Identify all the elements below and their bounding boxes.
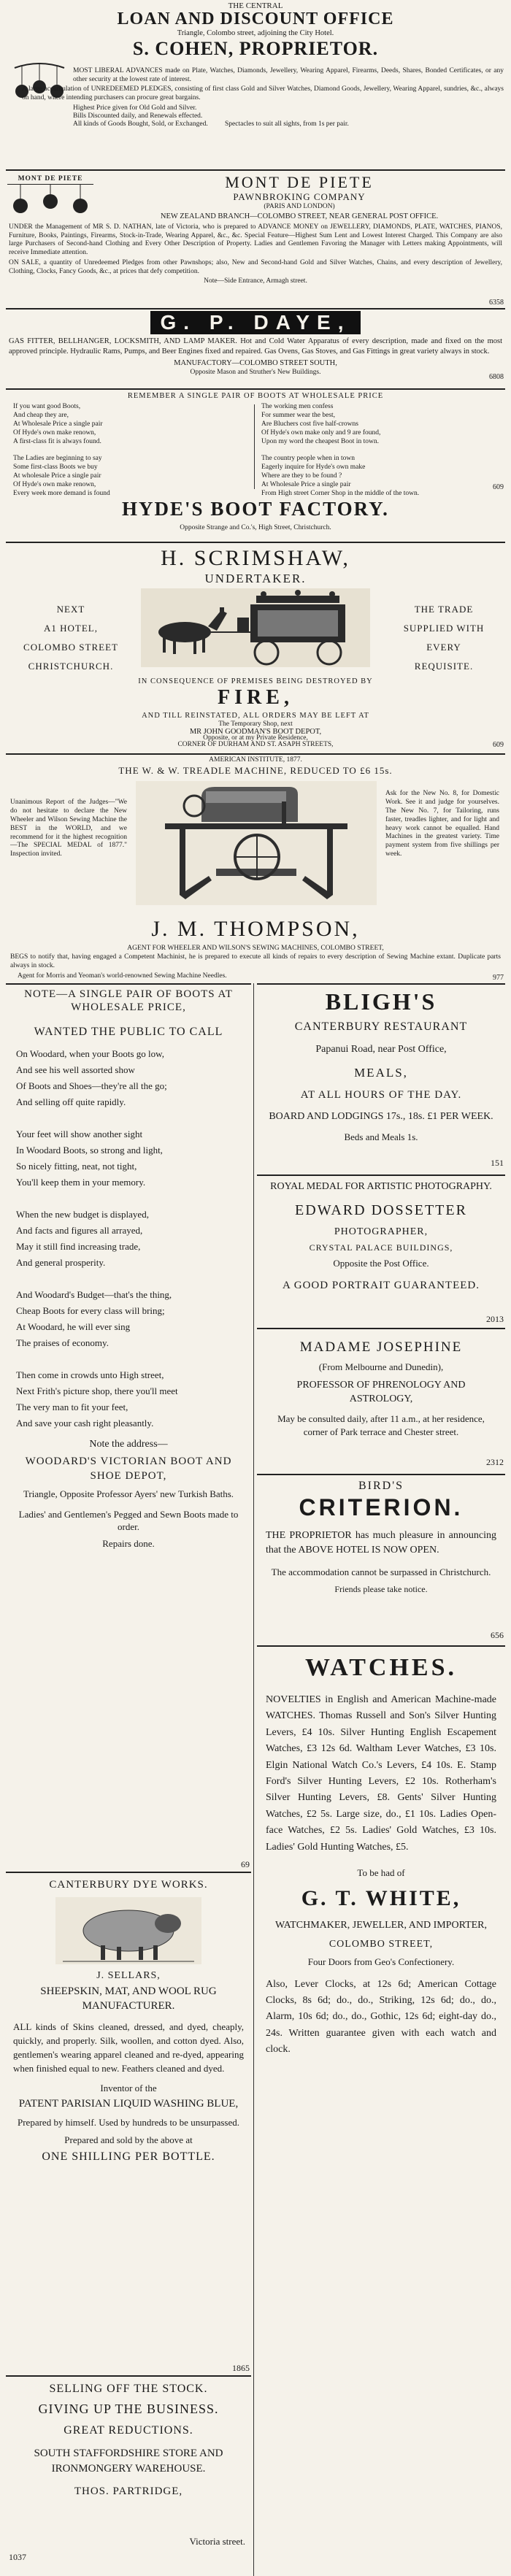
cohen-kicker: THE CENTRAL xyxy=(228,1,283,10)
mont-de-piete-sale: ON SALE, a quantity of Unredeemed Pledges from other Pawnshops; also, New and Second-hand Gold and Silver Watches, Chains, and every description of Jewellery, Clothing, Clocks, Fancy Goods, &c., at prices that defy competition. xyxy=(9,259,502,276)
hyde-verse-line: For summer wear the best, xyxy=(261,411,336,419)
hyde-right-verse xyxy=(261,403,480,499)
scrimshaw-right-line: REQUISITE. xyxy=(414,661,474,672)
criterion-title1: BIRD'S xyxy=(358,1480,404,1492)
bligh-num: 151 xyxy=(491,1158,504,1168)
woodward-verse-line: And save your cash right pleasantly. xyxy=(16,1418,154,1429)
woodward-verse-line: And facts and figures all arrayed, xyxy=(16,1225,143,1236)
bligh-meals: MEALS, xyxy=(354,1066,408,1080)
white-near: Four Doors from Geo's Confectionery. xyxy=(307,1956,455,1967)
woodward-verse-line: So nicely fitting, neat, not tight, xyxy=(16,1161,137,1172)
partridge-line1: SELLING OFF THE STOCK. xyxy=(49,2383,208,2395)
sellars-name: J. SELLARS, xyxy=(96,1970,161,1981)
dossetter-slogan: A GOOD PORTRAIT GUARANTEED. xyxy=(283,1280,480,1292)
hyde-head: REMEMBER A SINGLE PAIR OF BOOTS AT WHOLESALE PRICE xyxy=(127,392,384,400)
bligh-addr: Papanui Road, near Post Office, xyxy=(315,1044,447,1056)
mont-de-piete-sign-text: MONT DE PIETE xyxy=(7,175,93,185)
daye-num: 6808 xyxy=(489,373,504,381)
cohen-p3: Highest Price given for Old Gold and Silver. xyxy=(73,104,197,112)
sellars-head: CANTERBURY DYE WORKS. xyxy=(49,1879,208,1891)
hyde-verse-line xyxy=(261,446,480,455)
criterion-body: THE PROPRIETOR has much pleasure in announcing that the ABOVE HOTEL IS NOW OPEN. xyxy=(266,1530,496,1556)
partridge-name: THOS. PARTRIDGE, xyxy=(74,2485,183,2497)
woodward-verse-line xyxy=(16,1191,244,1207)
hyde-verse-line: And cheap they are, xyxy=(13,411,69,419)
josephine-name: MADAME JOSEPHINE xyxy=(299,1339,463,1355)
josephine-num: 2312 xyxy=(486,1457,504,1467)
josephine-prof: PROFESSOR OF PHRENOLOGY AND ASTROLOGY, xyxy=(296,1380,466,1404)
woodward-verse-line: May it still find increasing trade, xyxy=(16,1241,141,1252)
woodward-note: Note the address— xyxy=(89,1439,168,1450)
scrimshaw-line2: AND TILL REINSTATED, ALL ORDERS MAY BE LEFT AT xyxy=(142,712,369,720)
scrimshaw-sub: UNDERTAKER. xyxy=(204,571,307,585)
scrimshaw-left-line: COLOMBO STREET xyxy=(23,642,118,653)
thompson-head1: AMERICAN INSTITUTE, 1877. xyxy=(209,756,302,764)
scrimshaw-left-line: A1 HOTEL, xyxy=(44,623,98,634)
partridge-line4: SOUTH STAFFORDSHIRE STORE AND IRONMONGERY WAREHOUSE. xyxy=(34,2448,223,2475)
woodward-repairs: Repairs done. xyxy=(102,1537,155,1549)
right-column xyxy=(257,983,505,2576)
hyde-verse-line: At Wholesale Price a single pair xyxy=(13,420,103,428)
dossetter-medal: ROYAL MEDAL FOR ARTISTIC PHOTOGRAPHY. xyxy=(270,1181,492,1192)
left-column xyxy=(6,983,251,2576)
woodward-verse-line: Cheap Boots for every class will bring; xyxy=(16,1305,165,1316)
white-ad xyxy=(257,1645,505,2576)
criterion-friends: Friends please take notice. xyxy=(334,1584,428,1595)
hyde-verse-line: The Ladies are beginning to say xyxy=(13,455,102,463)
scrimshaw-title: H. SCRIMSHAW, xyxy=(161,546,350,570)
hyde-verse-line: At wholesale Price a single pair xyxy=(13,472,101,480)
thompson-num: 977 xyxy=(493,974,504,982)
cohen-address: Triangle, Colombo street, adjoining the City Hotel. xyxy=(177,29,334,38)
sellars-inventor: Inventor of the xyxy=(100,2083,157,2094)
sellars-price: ONE SHILLING PER BOTTLE. xyxy=(42,2150,215,2164)
sellars-num: 1865 xyxy=(232,2363,250,2373)
scrimshaw-left-text xyxy=(16,600,126,676)
sheep-illustration-icon xyxy=(55,1897,201,1964)
hyde-verse-line: Of Hyde's own make renown, xyxy=(13,428,96,437)
thompson-right: Ask for the New No. 8, for Domestic Work. See it and judge for yourselves. The New No. 7, for Tailoring, runs faster, treadles lighter, and for light and heavy work cannot be equalled. Hand Machines in the greatest variety. Time payment system from five shillings per week. xyxy=(385,790,499,858)
hyde-verse-line: If you want good Boots, xyxy=(13,403,81,410)
scrimshaw-corner xyxy=(6,741,505,753)
hyde-divider xyxy=(254,404,255,489)
scrimshaw-right-line: EVERY xyxy=(426,642,461,653)
hyde-verse-line: The working men confess xyxy=(261,403,334,410)
woodward-title: WOODARD'S VICTORIAN BOOT AND SHOE DEPOT, xyxy=(25,1456,232,1482)
scrimshaw-right-line: THE TRADE xyxy=(414,604,474,615)
woodward-verse-line: Of Boots and Shoes—they're all the go; xyxy=(16,1080,167,1091)
hyde-ad xyxy=(6,388,505,542)
woodward-verse-line: You'll keep them in your memory. xyxy=(16,1177,146,1188)
white-title: WATCHES. xyxy=(304,1654,458,1681)
scrimshaw-right-text xyxy=(385,600,502,676)
cohen-ad xyxy=(6,0,505,131)
hyde-verse-line: Of Hyde's own make renown, xyxy=(13,480,96,488)
hyde-verse-line: Upon my word the cheapest Boot in town. xyxy=(261,437,379,445)
woodward-verse-line: On Woodard, when your Boots go low, xyxy=(16,1048,164,1059)
woodward-verse-line: The praises of economy. xyxy=(16,1337,109,1348)
woodward-head: NOTE—A SINGLE PAIR OF BOOTS AT WHOLESALE PRICE, xyxy=(24,988,233,1013)
josephine-body: May be consulted daily, after 11 a.m., at her residence, corner of Park terrace and Chester street. xyxy=(277,1412,485,1437)
daye-ad xyxy=(6,308,505,388)
woodward-verse xyxy=(6,1039,251,1431)
hyde-verse-line: The country people when in town xyxy=(261,455,355,463)
woodward-verse-line xyxy=(16,1351,244,1367)
white-body: NOVELTIES in English and American Machine-made WATCHES. Thomas Russell and Son's Silver Hunting Levers, £4 10s. Silver Hunting English Escapement Watches, £3 12s 6d. Waltham Lever Watches, £3 10s. Elgin National Watch Co.'s Levers, £4 10s. E. Stamp Ford's Silver Hunting Levers, £2 10s. Rotherham's Silver Hunting Levers, £8. Gents' Silver Hunting Watches, £2 5s. Large size, do., £1 10s. Ladies Open-face Watches, £2 5s. Ladies' Gold Watches, £3 10s. Ladies' Gold Hunting Watches, £5. xyxy=(266,1694,496,1853)
cohen-p1: MOST LIBERAL ADVANCES made on Plate, Watches, Diamonds, Jewellery, Wearing Apparel, Firearms, Deeds, Shares, Bonded Certificates, or any other security at the lowest rate of interest. xyxy=(73,67,504,83)
cohen-p5: All kinds of Goods Bought, Sold, or Exchanged. xyxy=(73,120,208,128)
woodward-verse-line: Then come in crowds unto High street, xyxy=(16,1369,164,1380)
woodward-pegged: Ladies' and Gentlemen's Pegged and Sewn Boots made to order. xyxy=(18,1508,239,1533)
bligh-hours: AT ALL HOURS OF THE DAY. xyxy=(300,1089,462,1101)
woodward-verse-line: The very man to fit your feet, xyxy=(16,1402,128,1412)
scrimshaw-fire: FIRE, xyxy=(218,686,293,709)
thompson-head2: THE W. & W. TREADLE MACHINE, REDUCED TO £6 15s. xyxy=(118,764,393,776)
white-name: G. T. WHITE, xyxy=(301,1885,461,1910)
criterion-num: 656 xyxy=(491,1630,504,1640)
bligh-title: BLIGH'S xyxy=(325,988,437,1015)
woodward-addr: Triangle, Opposite Professor Ayers' new Turkish Baths. xyxy=(23,1488,234,1499)
cohen-title: LOAN AND DISCOUNT OFFICE xyxy=(117,9,394,28)
mont-de-piete-sign xyxy=(7,175,93,218)
woodward-ad xyxy=(6,985,251,1872)
mont-de-piete-ad xyxy=(6,169,505,308)
woodward-verse-line: And see his well assorted show xyxy=(16,1064,135,1075)
scrimshaw-line5: Opposite, or at my Private Residence, xyxy=(203,734,308,741)
dossetter-name: EDWARD DOSSETTER xyxy=(295,1202,467,1219)
sellars-prepared: Prepared by himself. Used by hundreds to be unsurpassed. xyxy=(18,2116,239,2128)
mont-de-piete-body: UNDER the Management of MR S. D. NATHAN, late of Victoria, who is prepared to ADVANCE MONEY on JEWELLERY, DIAMONDS, PLATE, WATCHES, PIANOS, Furniture, Books, Paintings, Firearms, Stock-in-Trade, Wearing Apparel, &c., &c. Special Feature—Highest Sum Lent and Lowest Interest Charged. This Company are also large Purchasers of Second-hand Clothing and Every Other Description of Property. Ladies and Gentlemen Favoring the Manager with Letters making Appointments, will receive Immediate attention. xyxy=(9,223,502,257)
white-clocks: Also, Lever Clocks, at 12s 6d; American Cottage Clocks, 8s 6d; do., do., Striking, 12s 6d; do., do., Alarm, 10s 6d; do., do., Gothic, 12s 6d; eight-day do., 24s. Written guarantee given with each watch and clock. xyxy=(266,1978,496,2056)
thompson-title: J. M. THOMPSON, xyxy=(151,917,360,941)
hyde-num: 609 xyxy=(493,483,504,491)
partridge-num: 1037 xyxy=(9,2552,26,2562)
dossetter-num: 2013 xyxy=(486,1314,504,1324)
cohen-name: S. COHEN, PROPRIETOR. xyxy=(132,37,379,59)
hearse-illustration-icon xyxy=(141,588,370,667)
josephine-ad xyxy=(257,1328,505,1475)
woodward-head2: WANTED THE PUBLIC TO CALL xyxy=(34,1026,223,1038)
criterion-ad xyxy=(257,1474,505,1647)
white-street: COLOMBO STREET, xyxy=(328,1938,434,1950)
hyde-verse-line: Where are they to be found ? xyxy=(261,472,342,480)
criterion-title2: CRITERION. xyxy=(299,1494,464,1520)
daye-title-band xyxy=(6,311,505,334)
hyde-verse-line: Some first-class Boots we buy xyxy=(13,464,98,472)
woodward-verse-line: When the new budget is displayed, xyxy=(16,1209,149,1220)
mont-de-piete-num: 6358 xyxy=(489,299,504,307)
cohen-p4: Bills Discounted daily, and Renewals effected. xyxy=(73,112,203,120)
thompson-agent: AGENT FOR WHEELER AND WILSON'S SEWING MACHINES, COLOMBO STREET, xyxy=(127,945,384,952)
scrimshaw-line4: MR JOHN GOODMAN'S BOOT DEPOT, xyxy=(189,728,322,736)
dossetter-role: PHOTOGRAPHER, xyxy=(334,1226,429,1238)
scrimshaw-line6: CORNER OF DURHAM AND ST. ASAPH STREETS, xyxy=(177,741,334,748)
criterion-accom: The accommodation cannot be surpassed in Christchurch. xyxy=(271,1566,491,1577)
sellars-body: ALL kinds of Skins cleaned, dressed, and dyed, cheaply, quickly, and properly. Silk, woollen, and cotton dyed. Also, gentlemen's wearing apparel cleaned and re-dyed, appearing when finished equal to new. Feathers cleaned and dyed. xyxy=(13,2021,244,2074)
bligh-board: BOARD AND LODGINGS 17s., 18s. £1 PER WEEK. xyxy=(269,1111,493,1123)
scrimshaw-num: 609 xyxy=(493,741,504,749)
sellars-trade: SHEEPSKIN, MAT, AND WOOL RUG MANUFACTURER. xyxy=(40,1985,217,2012)
sellars-sale: Prepared and sold by the above at xyxy=(64,2134,193,2146)
daye-title: G. P. DAYE, xyxy=(150,311,361,334)
woodward-verse-line: And Woodard's Budget—that's the thing, xyxy=(16,1289,172,1300)
sewing-machine-illustration-icon xyxy=(136,781,377,905)
woodward-verse-line: And general prosperity. xyxy=(16,1257,106,1268)
hyde-left-verse xyxy=(13,403,247,499)
mont-de-piete-note: Note—Side Entrance, Armagh street. xyxy=(204,277,307,285)
scrimshaw-left-line: NEXT xyxy=(56,604,85,615)
thompson-left: Unanimous Report of the Judges—"We do not hesitate to declare the New Wheeler and Wilson Sewing Machine the BEST in the WORLD, and we recommend for it the highest recognition—The SPECIAL MEDAL of 1877." Inspection invited. xyxy=(10,799,127,858)
scrimshaw-line3: The Temporary Shop, next xyxy=(218,720,293,728)
thompson-ad xyxy=(6,753,505,983)
thompson-agent2: Agent for Morris and Yeoman's world-renowned Sewing Machine Needles. xyxy=(18,972,227,980)
white-tobe: To be had of xyxy=(357,1866,405,1878)
hyde-verse-line: At Wholesale Price a single pair xyxy=(261,480,351,488)
sellars-ad xyxy=(6,1872,251,2377)
partridge-line2: GIVING UP THE BUSINESS. xyxy=(38,2402,219,2416)
daye-factory: MANUFACTORY—COLOMBO STREET SOUTH, xyxy=(174,359,337,368)
scrimshaw-ad xyxy=(6,542,505,741)
woodward-verse-line: At Woodard, he will ever sing xyxy=(16,1321,131,1332)
mont-de-piete-sub3: NEW ZEALAND BRANCH—COLOMBO STREET, NEAR GENERAL POST OFFICE. xyxy=(160,212,439,221)
woodward-verse-line: And selling off quite rapidly. xyxy=(16,1096,126,1107)
cohen-p2: A large accumulation of UNREDEEMED PLEDGES, consisting of first class Gold and Silver Watches, Diamond Goods, Jewellery, Wearing Apparel, sundries, &c., always on hand, where intending purchasers can procure great bargains. xyxy=(22,85,504,101)
woodward-verse-line: Next Frith's picture shop, there you'll meet xyxy=(16,1385,178,1396)
cohen-p6: Spectacles to suit all sights, from 1s per pair. xyxy=(225,120,349,128)
hyde-verse-line: From High street Corner Shop in the middle of the town. xyxy=(261,489,420,497)
scrimshaw-right-line: SUPPLIED WITH xyxy=(403,623,485,634)
bligh-beds: Beds and Meals 1s. xyxy=(344,1131,418,1143)
mont-de-piete-title: MONT DE PIETE xyxy=(225,173,374,191)
bligh-sub: CANTERBURY RESTAURANT xyxy=(294,1020,468,1034)
dossetter-ad xyxy=(257,1174,505,1329)
hyde-title: HYDE'S BOOT FACTORY. xyxy=(122,498,389,520)
scrimshaw-left-line: CHRISTCHURCH. xyxy=(28,661,114,672)
hyde-verse-line: Of Hyde's own make only and 9 are found, xyxy=(261,428,381,437)
hyde-verse-line xyxy=(13,446,247,455)
bligh-ad xyxy=(257,985,505,1174)
hyde-verse-line: Eagerly inquire for Hyde's own make xyxy=(261,464,366,472)
woodward-verse-line: In Woodard Boots, so strong and light, xyxy=(16,1145,163,1156)
daye-p1: GAS FITTER, BELLHANGER, LOCKSMITH, AND LAMP MAKER. Hot and Cold Water Apparatus of every description, made and fixed on the most approved principle. Hydraulic Rams, Pumps, and Beer Engines fixed and repaired. Gas Ovens, Gas Stoves, and Gas Fittings in great variety always in stock. xyxy=(9,337,502,355)
dossetter-opp: Opposite the Post Office. xyxy=(333,1258,429,1269)
daye-opp: Opposite Mason and Struther's New Buildings. xyxy=(190,369,321,377)
thompson-body: BEGS to notify that, having engaged a Competent Machinist, he is prepared to execute all kinds of repairs to every description of Sewing Machine extant. Duplicate parts always in stock. xyxy=(10,953,501,969)
woodward-num: 69 xyxy=(241,1859,250,1869)
woodward-verse-line xyxy=(16,1110,244,1126)
dossetter-bldg: CRYSTAL PALACE BUILDINGS, xyxy=(309,1242,453,1253)
mont-de-piete-sub2: (PARIS AND LONDON) xyxy=(264,203,335,211)
hyde-verse-line: Are Bluchers cost five half-crowns xyxy=(261,420,358,428)
partridge-line3: GREAT REDUCTIONS. xyxy=(64,2424,193,2437)
hyde-opp: Opposite Strange and Co.'s, High Street, Christchurch. xyxy=(180,524,331,531)
partridge-street: Victoria street. xyxy=(189,2536,245,2547)
pawnbroker-balls-icon xyxy=(7,185,93,217)
woodward-verse-line: Your feet will show another sight xyxy=(16,1129,143,1139)
column-divider xyxy=(253,983,254,2576)
hyde-verse-line: A first-class fit is always found. xyxy=(13,437,101,445)
partridge-ad xyxy=(6,2375,251,2576)
josephine-from: (From Melbourne and Dunedin), xyxy=(318,1361,444,1372)
hyde-verse-line: Every week more demand is found xyxy=(13,489,110,497)
woodward-verse-line xyxy=(16,1271,244,1287)
mont-de-piete-sub1: PAWNBROKING COMPANY xyxy=(233,191,366,203)
white-role: WATCHMAKER, JEWELLER, AND IMPORTER, xyxy=(274,1919,488,1931)
sellars-patent: PATENT PARISIAN LIQUID WASHING BLUE, xyxy=(18,2098,239,2110)
scrimshaw-line1: IN CONSEQUENCE OF PREMISES BEING DESTROYED BY xyxy=(138,677,373,685)
